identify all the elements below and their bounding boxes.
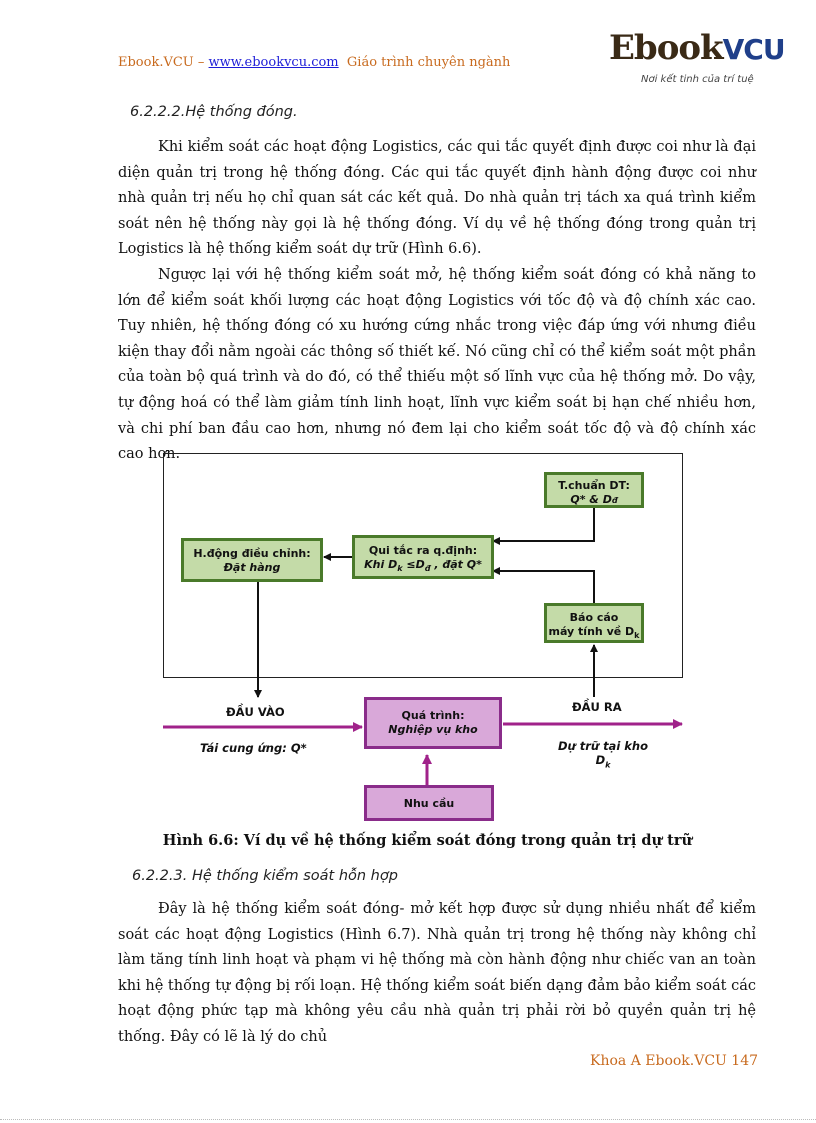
corrective-action-box: H.động điều chỉnh: Đặt hàng (181, 538, 323, 582)
logo-brand: EbookVCU (609, 28, 785, 68)
process-box: Quá trình: Nghiệp vụ kho (364, 697, 502, 749)
header-link[interactable]: www.ebookvcu.com (208, 55, 339, 70)
input-label: ĐẦU VÀO (226, 705, 285, 719)
header-prefix: Ebook.VCU – (118, 55, 205, 70)
page-footer: Khoa A Ebook.VCU 147 (590, 1053, 759, 1069)
output-sublabel: Dự trữ tại kho $D_k$ (557, 739, 649, 770)
arrow-report-to-rule (493, 571, 594, 605)
section-heading-6222: 6.2.2.2.Hệ thống đóng. (130, 104, 298, 120)
computer-report-box: Báo cáo máy tính về $D_k$ (544, 603, 644, 643)
figure-caption: Hình 6.6: Ví dụ về hệ thống kiểm soát đóng trong quản trị dự trữ (162, 832, 692, 849)
paragraph: Ngược lại với hệ thống kiểm soát mở, hệ thống kiểm soát đóng có khả năng to lớn để kiểm soát khối lượng các hoạt động Logistics với tốc độ và độ chính xác cao. Tuy nhiên, hệ thống đóng có xu hướng cứng nhắc trong việc đáp ứng với nhưng điều kiện thay đổi nằm ngoài các thông số thiết kế. Nó cũng chỉ có thể kiểm soát một phần của toàn bộ quá trình và do đó, có thể thiếu một số lĩnh vực của hệ thống mở. Do vậy, tự động hoá có thể làm giảm tính linh hoạt, lĩnh vực kiểm soát bị hạn chế nhiều hơn, và chi phí ban đầu cao hơn, nhưng nó đem lại cho kiểm soát tốc độ và độ chính xác cao hơn. (118, 266, 756, 463)
footer-divider (0, 1119, 816, 1120)
logo-tagline: Nơi kết tinh của trí tuệ (641, 74, 754, 85)
paragraph: Đây là hệ thống kiểm soát đóng- mở kết hợp được sử dụng nhiều nhất để kiểm soát các hoạt động Logistics (Hình 6.7). Nhà quản trị trong hệ thống này không chỉ làm tăng tính linh hoạt và phạm vi hệ thống mà còn hành động như chiếc van an toàn khi hệ thống tự động bị rối loạn. Hệ thống kiểm soát biến dạng đảm bảo kiểm soát các hoạt động phức tạp mà không yêu cầu nhà quản trị phải rời bỏ quyền quản trị hệ thống. Đây có lẽ là lý do chủ (118, 901, 756, 1045)
standard-box: T.chuẩn DT: Q* & Dđ (544, 472, 644, 508)
section-6223-body (118, 897, 756, 1051)
arrow-standard-to-rule (493, 507, 594, 541)
demand-box: Nhu cầu (364, 785, 494, 821)
output-label: ĐẦU RA (572, 700, 622, 714)
header-suffix: Giáo trình chuyên ngành (346, 55, 511, 70)
input-sublabel: Tái cung ứng: Q* (200, 741, 307, 755)
paragraph: Khi kiểm soát các hoạt động Logistics, các qui tắc quyết định được coi như là đại diện quản trị trong hệ thống đóng. Các qui tắc quyết định hành động được coi như nhà quản trị nếu họ chỉ quan sát các kết quả. Do nhà quản trị tách xa quá trình kiểm soát nên hệ thống này gọi là hệ thống đóng. Ví dụ về hệ thống đóng trong quản trị Logistics là hệ thống kiểm soát dự trữ (Hình 6.6). (118, 139, 756, 258)
decision-rule-box: Qui tắc ra q.định: Khi $D_k \le D_đ$ , đặt Q* (352, 535, 494, 579)
section-heading-6223: 6.2.2.3. Hệ thống kiểm soát hỗn hợp (132, 868, 398, 884)
